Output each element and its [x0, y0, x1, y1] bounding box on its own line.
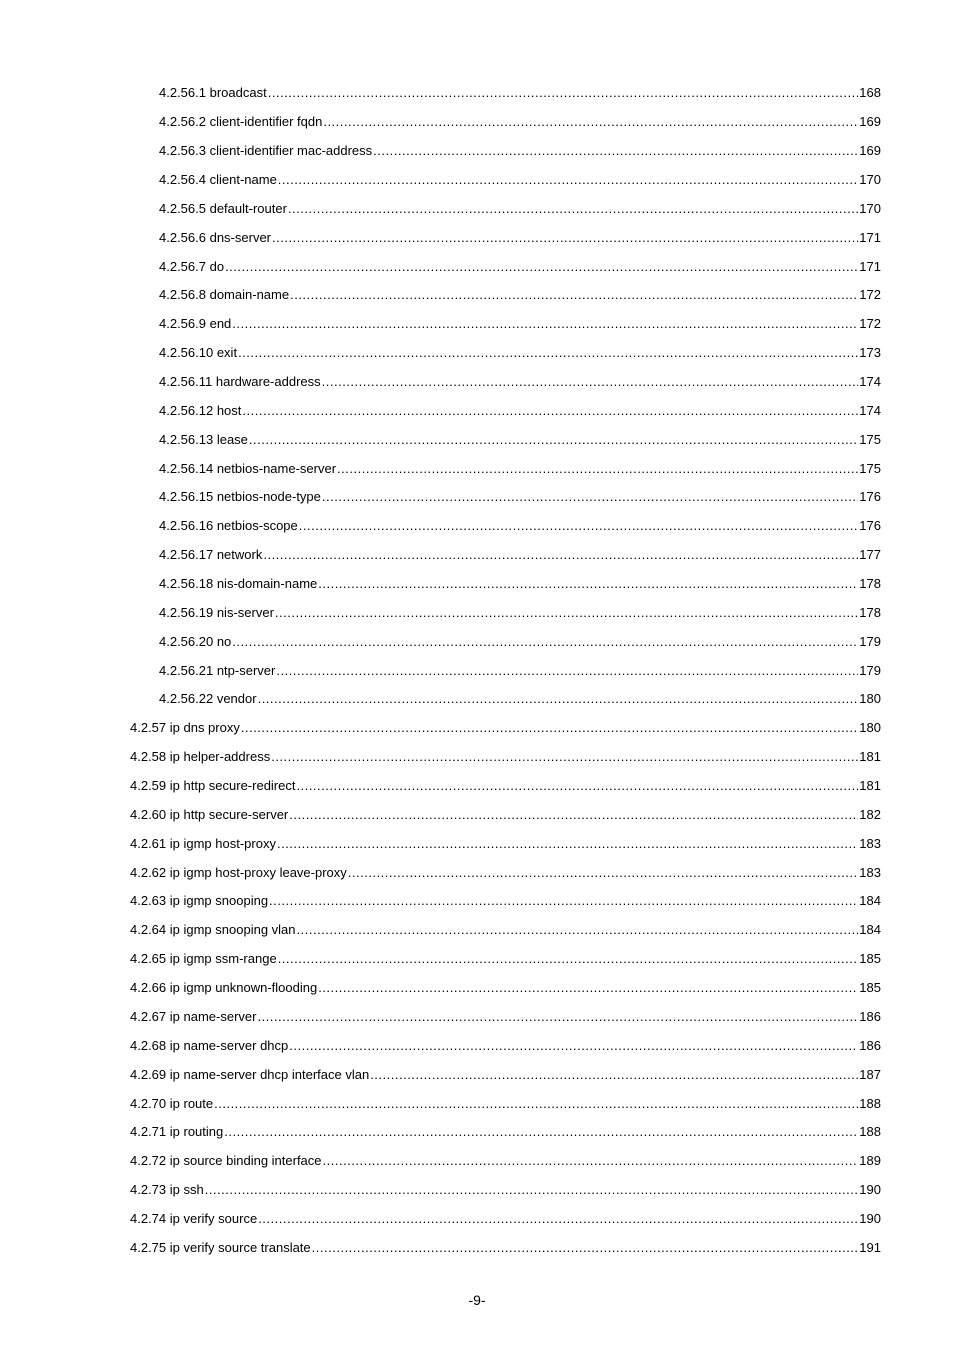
toc-entry[interactable] [0, 396, 954, 425]
toc-entry[interactable] [0, 339, 954, 368]
toc-entry-page: 181 [859, 778, 881, 794]
toc-entry[interactable] [0, 1060, 954, 1089]
toc-entry[interactable] [0, 570, 954, 599]
toc-entry-title: 4.2.56.12 host [159, 402, 242, 418]
toc-entry[interactable] [0, 541, 954, 570]
toc-entry[interactable] [0, 310, 954, 339]
toc-entry-title: 4.2.65 ip igmp ssm-range [130, 951, 277, 967]
toc-entry-title: 4.2.56.18 nis-domain-name [159, 576, 318, 592]
toc-entry-title: 4.2.56.2 client-identifier fqdn [159, 114, 323, 130]
toc-entry[interactable] [0, 166, 954, 195]
toc-entry-page: 171 [859, 229, 881, 245]
toc-entry-title: 4.2.72 ip source binding interface [130, 1153, 322, 1169]
toc-entry-title: 4.2.56.11 hardware-address [159, 374, 321, 390]
toc-entry-page: 170 [859, 200, 881, 216]
dot-leader [268, 85, 859, 101]
toc-entry-page: 174 [859, 374, 881, 390]
toc-entry-page: 168 [859, 85, 881, 101]
dot-leader [348, 865, 859, 881]
dot-leader [272, 230, 858, 246]
toc-entry[interactable] [0, 1031, 954, 1060]
dot-leader [289, 1038, 858, 1054]
toc-entry-page: 187 [859, 1066, 881, 1082]
toc-entry-page: 191 [859, 1239, 881, 1255]
toc-entry-title: 4.2.56.9 end [159, 316, 232, 332]
toc-entry-page: 190 [859, 1210, 881, 1226]
dot-leader [299, 518, 859, 534]
dot-leader [242, 403, 858, 419]
dot-leader [322, 374, 859, 390]
toc-entry[interactable] [0, 800, 954, 829]
toc-entry-page: 181 [859, 749, 881, 765]
toc-entry-title: 4.2.71 ip routing [130, 1124, 224, 1140]
toc-entry-page: 178 [859, 576, 881, 592]
dot-leader [373, 143, 858, 159]
toc-entry-title: 4.2.73 ip ssh [130, 1182, 204, 1198]
toc-entry[interactable] [0, 916, 954, 945]
dot-leader [323, 114, 858, 130]
toc-entry-title: 4.2.75 ip verify source translate [130, 1239, 311, 1255]
toc-entry-title: 4.2.56.16 netbios-scope [159, 518, 298, 534]
toc-entry-page: 179 [859, 633, 881, 649]
toc-entry[interactable] [0, 627, 954, 656]
toc-entry[interactable] [0, 1233, 954, 1262]
page-number: -9- [468, 1292, 486, 1308]
dot-leader [249, 432, 858, 448]
toc-entry-page: 178 [859, 604, 881, 620]
toc-entry-page: 186 [859, 1037, 881, 1053]
toc-entry-title: 4.2.56.13 lease [159, 431, 248, 447]
toc-entry[interactable] [0, 1003, 954, 1032]
dot-leader [278, 172, 859, 188]
dot-leader [232, 634, 858, 650]
toc-entry-title: 4.2.56.3 client-identifier mac-address [159, 143, 373, 159]
toc-entry-title: 4.2.68 ip name-server dhcp [130, 1037, 289, 1053]
toc-entry-title: 4.2.58 ip helper-address [130, 749, 271, 765]
toc-entry-title: 4.2.60 ip http secure-server [130, 806, 289, 822]
toc-entry-title: 4.2.69 ip name-server dhcp interface vlan [130, 1066, 370, 1082]
toc-entry-page: 175 [859, 431, 881, 447]
toc-entry-page: 190 [859, 1182, 881, 1198]
dot-leader [323, 1153, 859, 1169]
toc-entry[interactable] [0, 79, 954, 108]
toc-entry[interactable] [0, 1089, 954, 1118]
toc-entry[interactable] [0, 368, 954, 397]
dot-leader [318, 980, 858, 996]
toc-entry-title: 4.2.56.4 client-name [159, 172, 277, 187]
toc-entry-title: 4.2.61 ip igmp host-proxy [130, 835, 276, 851]
toc-entry-title: 4.2.63 ip igmp snooping [130, 893, 269, 909]
toc-entry-page: 176 [859, 518, 881, 534]
toc-entry[interactable] [0, 425, 954, 454]
dot-leader [337, 461, 858, 477]
toc-entry-page: 185 [859, 980, 881, 996]
toc-entry-page: 180 [859, 720, 881, 736]
dot-leader [275, 605, 858, 621]
toc-entry-title: 4.2.64 ip igmp snooping vlan [130, 922, 296, 938]
dot-leader [224, 1124, 858, 1140]
dot-leader [263, 547, 858, 563]
toc-entry-title: 4.2.56.17 network [159, 547, 263, 563]
toc-entry-page: 180 [859, 691, 881, 707]
toc-entry[interactable] [0, 252, 954, 281]
toc-entry[interactable] [0, 223, 954, 252]
toc-entry[interactable] [0, 656, 954, 685]
toc-entry-page: 171 [859, 258, 881, 274]
toc-entry[interactable] [0, 685, 954, 714]
toc-entry[interactable] [0, 1147, 954, 1176]
toc-entry-title: 4.2.56.20 no [159, 633, 232, 649]
toc-entry[interactable] [0, 108, 954, 137]
toc-entry[interactable] [0, 974, 954, 1003]
dot-leader [276, 663, 858, 679]
toc-entry[interactable] [0, 1205, 954, 1234]
toc-entry-title: 4.2.66 ip igmp unknown-flooding [130, 980, 318, 996]
toc-entry-page: 169 [859, 114, 881, 130]
dot-leader [238, 345, 858, 361]
toc-entry-page: 183 [859, 864, 881, 880]
toc-entry-title: 4.2.56.6 dns-server [159, 229, 272, 245]
toc-entry[interactable] [0, 1118, 954, 1147]
dot-leader [290, 287, 858, 303]
toc-entry-page: 176 [859, 489, 881, 505]
toc-entry-title: 4.2.56.19 nis-server [159, 604, 274, 620]
toc-entry-page: 186 [859, 1008, 881, 1024]
toc-entry[interactable] [0, 829, 954, 858]
toc-entry-page: 185 [859, 951, 881, 967]
toc-entry-title: 4.2.56.14 netbios-name-server [159, 460, 337, 476]
dot-leader [225, 259, 858, 275]
toc-entry-title: 4.2.56.8 domain-name [159, 287, 290, 303]
toc-entry-page: 183 [859, 835, 881, 851]
toc-entry[interactable] [0, 281, 954, 310]
toc-entry[interactable] [0, 512, 954, 541]
dot-leader [257, 1009, 858, 1025]
toc-entry-page: 175 [859, 460, 881, 476]
toc-entry-page: 172 [859, 287, 881, 303]
dot-leader [269, 893, 858, 909]
toc-entry-title: 4.2.56.5 default-router [159, 200, 287, 216]
dot-leader [271, 749, 858, 765]
toc-entry-title: 4.2.56.7 do [159, 258, 225, 274]
toc-entry[interactable] [0, 887, 954, 916]
dot-leader [318, 576, 858, 592]
dot-leader [296, 778, 858, 794]
dot-leader [370, 1067, 858, 1083]
toc-entry-title: 4.2.56.15 netbios-node-type [159, 489, 321, 505]
toc-entry-page: 173 [859, 345, 881, 361]
toc-entry-page: 169 [859, 143, 881, 159]
table-of-contents [0, 79, 954, 1262]
toc-entry-title: 4.2.56.21 ntp-server [159, 662, 276, 678]
toc-entry[interactable] [0, 483, 954, 512]
toc-entry-page: 177 [859, 547, 881, 563]
dot-leader [278, 951, 859, 967]
dot-leader [241, 720, 858, 736]
toc-entry-page: 179 [859, 662, 881, 678]
dot-leader [214, 1096, 858, 1112]
toc-entry[interactable] [0, 598, 954, 627]
toc-entry-page: 188 [859, 1124, 881, 1140]
toc-entry-page: 170 [859, 172, 881, 187]
dot-leader [205, 1182, 859, 1198]
toc-entry-title: 4.2.67 ip name-server [130, 1008, 257, 1024]
toc-entry-title: 4.2.56.22 vendor [159, 691, 257, 707]
toc-entry[interactable] [0, 772, 954, 801]
toc-entry-title: 4.2.59 ip http secure-redirect [130, 778, 296, 794]
toc-entry-title: 4.2.74 ip verify source [130, 1210, 258, 1226]
toc-entry-page: 188 [859, 1095, 881, 1111]
toc-entry-title: 4.2.70 ip route [130, 1095, 214, 1111]
toc-entry-page: 174 [859, 402, 881, 418]
dot-leader [277, 836, 858, 852]
dot-leader [258, 1211, 858, 1227]
toc-entry-title: 4.2.62 ip igmp host-proxy leave-proxy [130, 864, 347, 880]
toc-entry-title: 4.2.56.10 exit [159, 345, 238, 361]
toc-entry-page: 182 [859, 806, 881, 822]
dot-leader [232, 316, 858, 332]
toc-entry-page: 184 [859, 893, 881, 909]
toc-entry[interactable] [0, 137, 954, 166]
toc-entry[interactable] [0, 945, 954, 974]
dot-leader [288, 201, 858, 217]
toc-entry-title: 4.2.56.1 broadcast [159, 85, 267, 101]
toc-entry-page: 189 [859, 1153, 881, 1169]
toc-entry-page: 184 [859, 922, 881, 938]
toc-entry-title: 4.2.57 ip dns proxy [130, 720, 240, 736]
toc-entry[interactable] [0, 194, 954, 223]
dot-leader [322, 489, 858, 505]
toc-entry[interactable] [0, 1176, 954, 1205]
toc-entry[interactable] [0, 743, 954, 772]
toc-entry[interactable] [0, 454, 954, 483]
toc-entry-page: 172 [859, 316, 881, 332]
dot-leader [312, 1240, 859, 1256]
dot-leader [297, 922, 859, 938]
dot-leader [258, 691, 859, 707]
toc-entry[interactable] [0, 714, 954, 743]
dot-leader [289, 807, 858, 823]
toc-entry[interactable] [0, 858, 954, 887]
